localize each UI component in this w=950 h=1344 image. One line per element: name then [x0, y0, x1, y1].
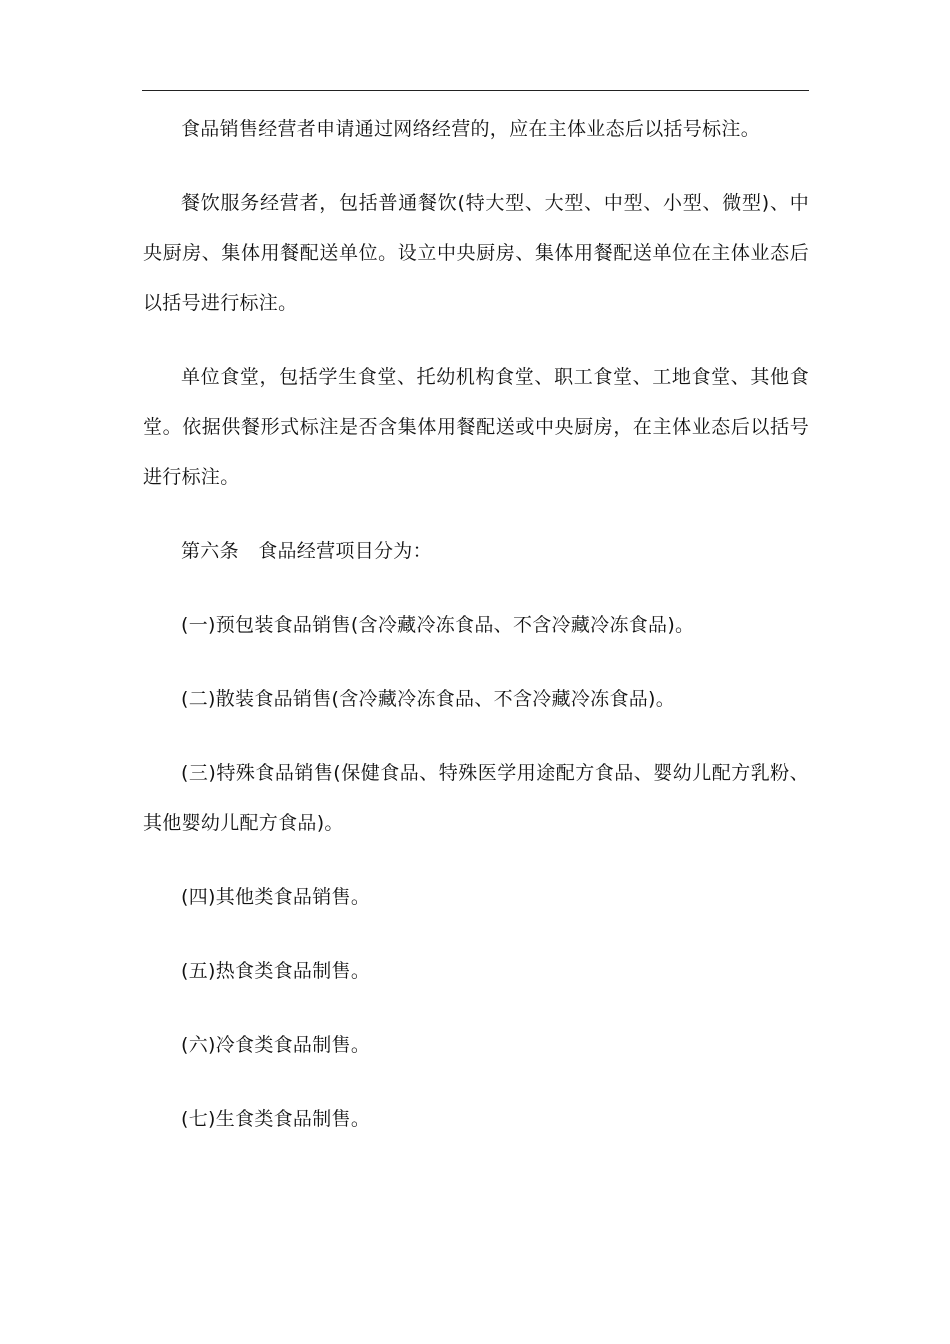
item-prepackaged-food: (一)预包装食品销售(含冷藏冷冻食品、不含冷藏冷冻食品)。 [181, 614, 695, 636]
item-hot-food: (五)热食类食品制售。 [181, 960, 371, 982]
paragraph-catering-service: 餐饮服务经营者，包括普通餐饮(特大型、大型、中型、小型、微型)、中央厨房、集体用餐配送单位。设立中央厨房、集体用餐配送单位在主体业态后以括号进行标注。 [143, 192, 809, 314]
item-raw-food: (七)生食类食品制售。 [181, 1108, 371, 1130]
item-cold-food: (六)冷食类食品制售。 [181, 1034, 371, 1056]
paragraph-unit-canteen: 单位食堂，包括学生食堂、托幼机构食堂、职工食堂、工地食堂、其他食堂。依据供餐形式标注是否含集体用餐配送或中央厨房，在主体业态后以括号进行标注。 [143, 366, 809, 488]
item-special-food: (三)特殊食品销售(保健食品、特殊医学用途配方食品、婴幼儿配方乳粉、其他婴幼儿配方食品)。 [143, 762, 809, 834]
item-other-food-sales: (四)其他类食品销售。 [181, 886, 371, 908]
article-six-heading: 第六条 食品经营项目分为： [181, 540, 432, 562]
item-bulk-food: (二)散装食品销售(含冷藏冷冻食品、不含冷藏冷冻食品)。 [181, 688, 676, 710]
paragraph-online-sales-note: 食品销售经营者申请通过网络经营的，应在主体业态后以括号标注。 [181, 118, 761, 140]
document-body [143, 104, 809, 1144]
header-rule [142, 90, 809, 91]
